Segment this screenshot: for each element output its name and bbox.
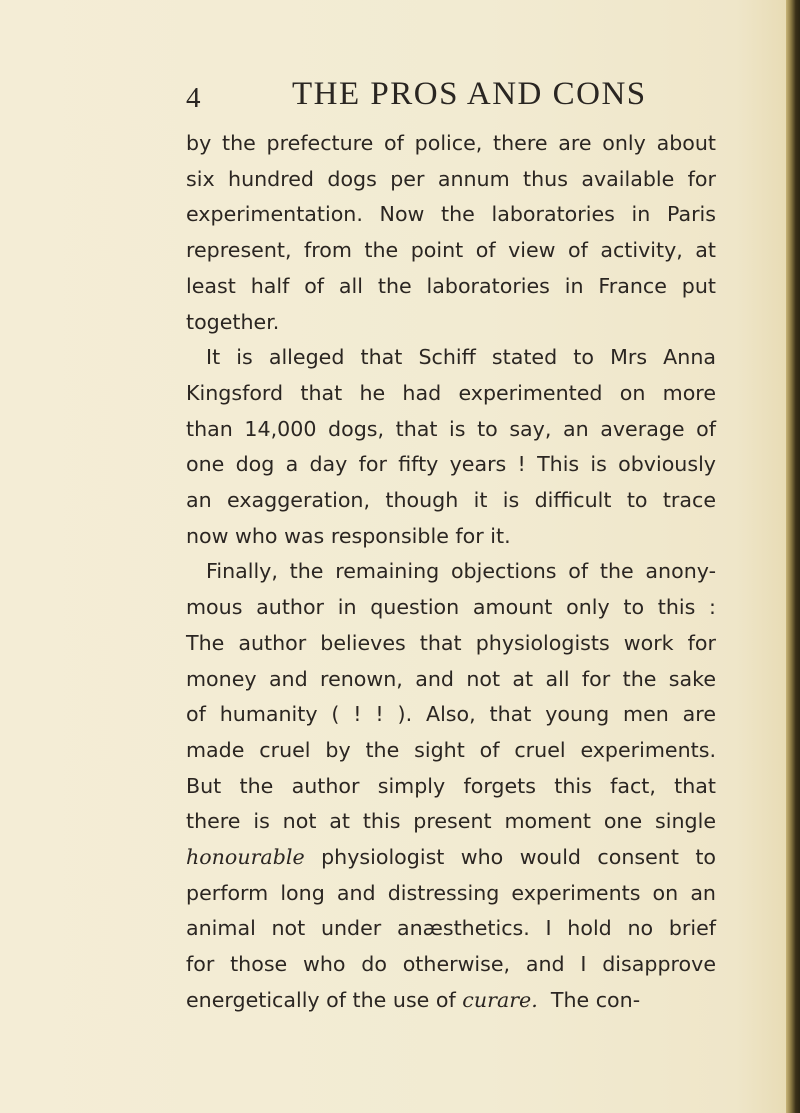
text-line: than 14,000 dogs, that is to say, an average of [186,416,716,441]
page-edge [786,0,800,1113]
text-fragment: physiologist who would consent to [321,845,716,870]
text-line-with-emphasis [186,840,716,876]
text-line: experimentation. Now the laboratories in Paris [186,202,716,227]
text-line: made cruel by the sight of cruel experiments. [186,737,716,762]
text-line: an exaggeration, though it is difficult to trace [186,488,716,513]
text-line: represent, from the point of view of activity, at [186,238,716,263]
text-fragment: The con- [550,987,641,1012]
text-line: together. [186,309,280,334]
text-line: It is alleged that Schiff stated to Mrs Anna [206,345,716,370]
text-line: money and renown, and not at all for the sake [186,666,716,691]
text-line: mous author in question amount only to this : [186,595,716,620]
text-line: by the prefecture of police, there are only about [186,131,716,155]
text-line: there is not at this present moment one single [186,809,716,834]
text-line: The author believes that physiologists work for [186,630,716,655]
text-line: But the author simply forgets this fact, that [186,773,716,798]
text-line: six hundred dogs per annum thus available for [186,166,716,191]
text-line-with-emphasis [186,983,716,1019]
body-text [186,126,716,1019]
text-line: Finally, the remaining objections of the anony- [206,559,716,584]
text-fragment: energetically of the use of [186,987,456,1012]
text-line: Kingsford that he had experimented on more [186,380,716,405]
text-line: one dog a day for fifty years ! This is obviously [186,452,716,477]
text-line: of humanity ( ! ! ). Also, that young men are [186,702,716,727]
emphasis-curare: curare. [462,987,538,1012]
running-head: THE PROS AND CONS [292,76,647,112]
emphasis-honourable: honourable [186,845,305,870]
page-number: 4 [186,82,201,114]
text-line: for those who do otherwise, and I disapprove [186,952,716,977]
page-header [0,76,800,116]
text-line: perform long and distressing experiments on an [186,880,716,905]
text-line: animal not under anæsthetics. I hold no brief [186,916,716,941]
text-line: least half of all the laboratories in France put [186,273,716,298]
text-line: now who was responsible for it. [186,523,511,548]
